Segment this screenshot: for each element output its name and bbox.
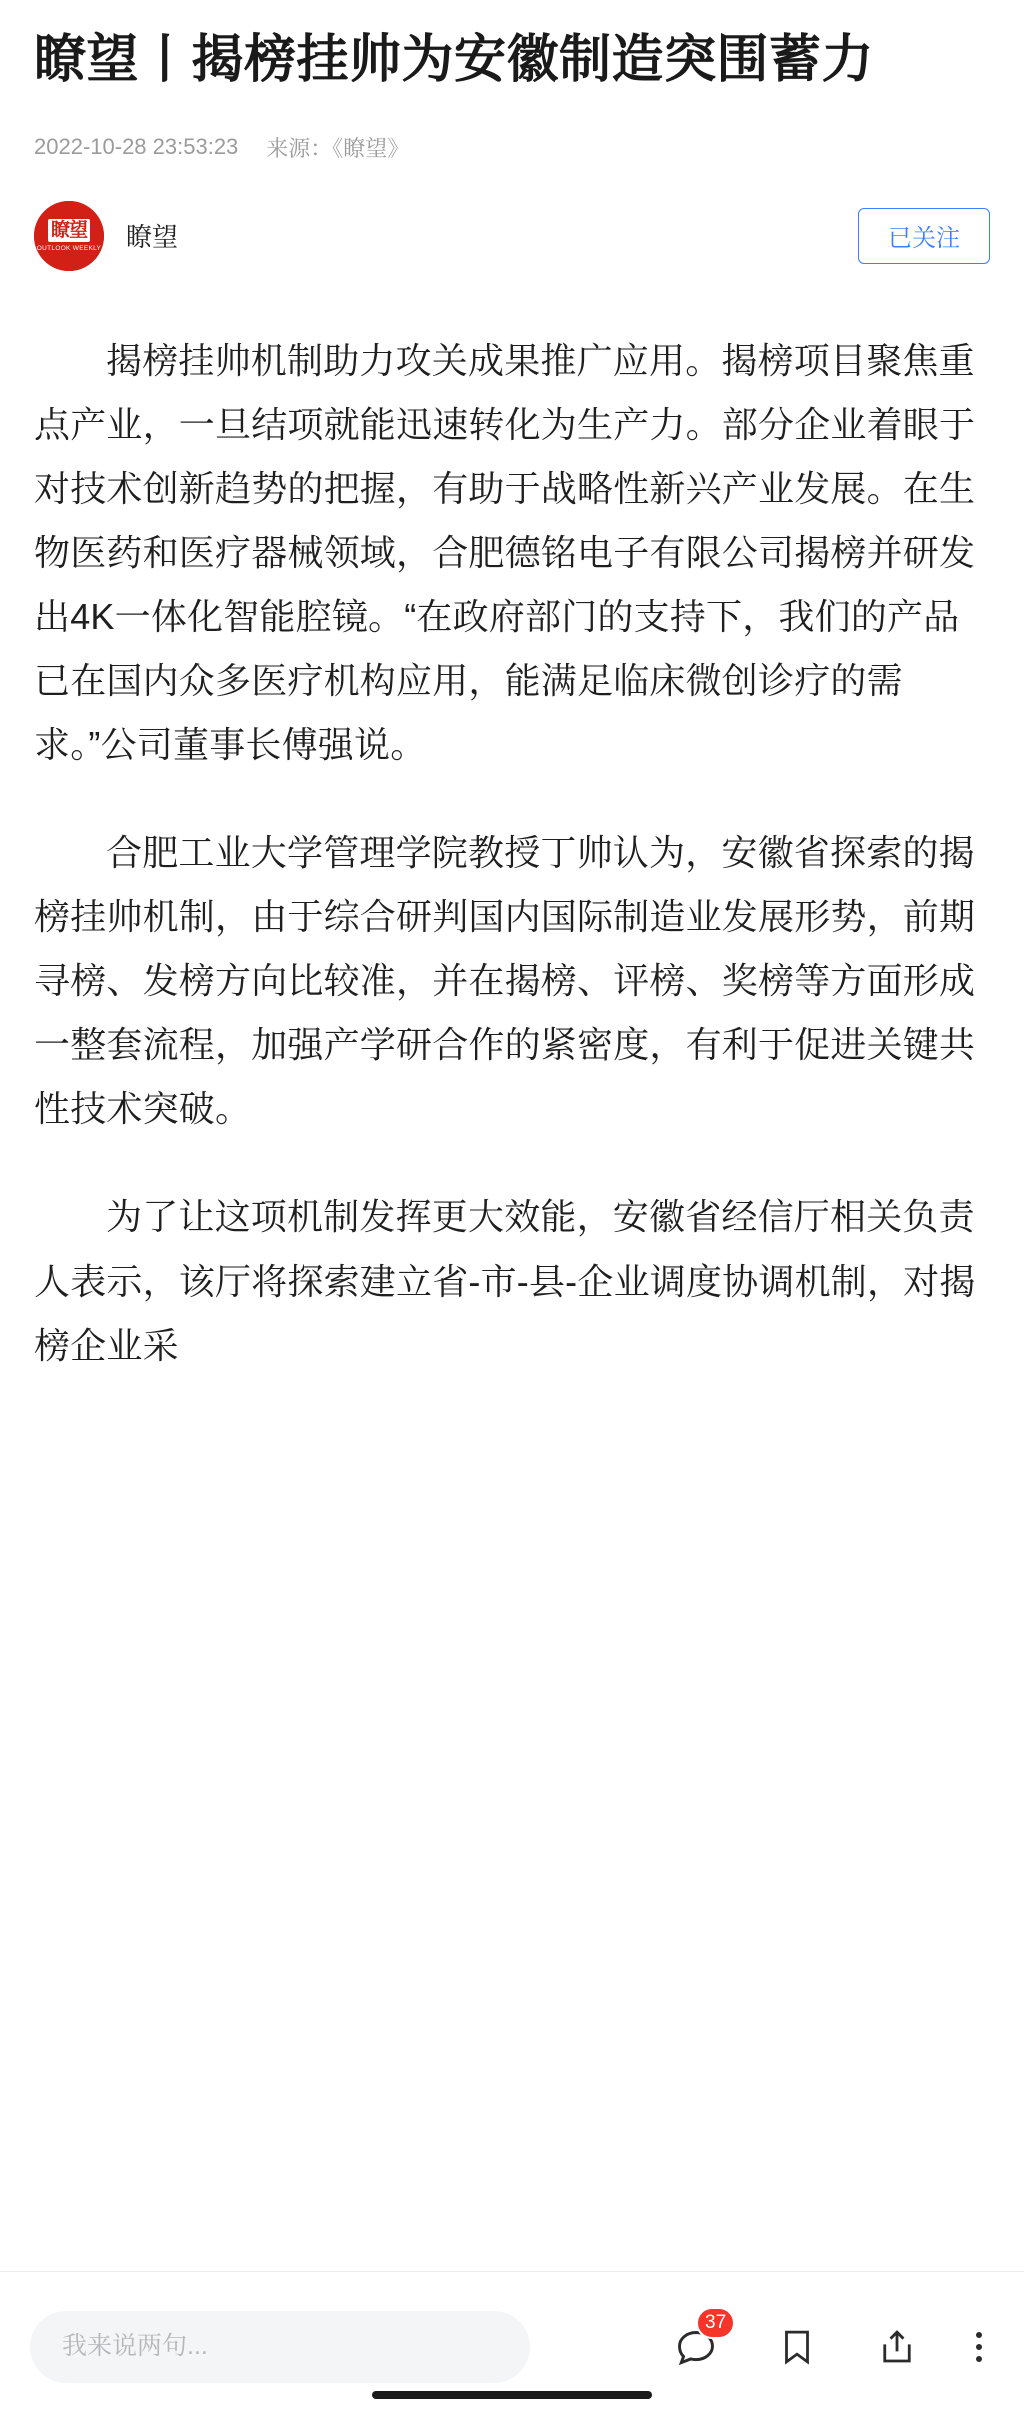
comment-count-badge: 37 [696,2307,735,2339]
avatar-logo-subtext: OUTLOOK WEEKLY [36,244,102,252]
page-title: 瞭望丨揭榜挂帅为安徽制造突围蓄力 [34,31,875,89]
comment-input[interactable] [30,2311,530,2383]
share-icon[interactable] [876,2326,918,2368]
article-paragraph: 揭榜挂帅机制助力攻关成果推广应用。揭榜项目聚焦重点产业，一旦结项就能迅速转化为生产力。部分企业着眼于对技术创新趋势的把握，有助于战略性新兴产业发展。在生物医药和医疗器械领域，合肥德铭电子有限公司揭榜并研发出4K一体化智能腔镜。“在政府部门的支持下，我们的产品已在国内众多医疗机构应用，能满足临床微创诊疗的需求。”公司董事长傅强说。 [34,339,976,765]
bookmark-icon[interactable] [776,2326,818,2368]
home-indicator [372,2391,652,2399]
more-dots [976,2332,982,2362]
article-meta [34,132,990,163]
avatar-logo-text: 瞭望 [48,219,90,242]
more-icon[interactable] [976,2332,982,2362]
avatar[interactable] [34,201,104,271]
author-name: 瞭望 [126,222,179,253]
comment-icon[interactable] [674,2311,727,2369]
author-row [34,199,990,273]
publish-date: 2022-10-28 23:53:23 [34,134,239,160]
article-paragraph: 为了让这项机制发挥更大效能，安徽省经信厅相关负责人表示，该厅将探索建立省-市-县-企业调度协调机制，对揭榜企业采 [34,1196,976,1366]
toolbar-icons [674,2311,994,2369]
article-body [34,329,990,1378]
article-paragraph: 合肥工业大学管理学院教授丁帅认为，安徽省探索的揭榜挂帅机制，由于综合研判国内国际制造业发展形势，前期寻榜、发榜方向比较准，并在揭榜、评榜、奖榜等方面形成一整套流程，加强产学研合作的紧密度，有利于促进关键共性技术突破。 [34,832,976,1130]
follow-button[interactable]: 已关注 [858,208,990,264]
article-source: 来源：《瞭望》 [266,135,410,161]
